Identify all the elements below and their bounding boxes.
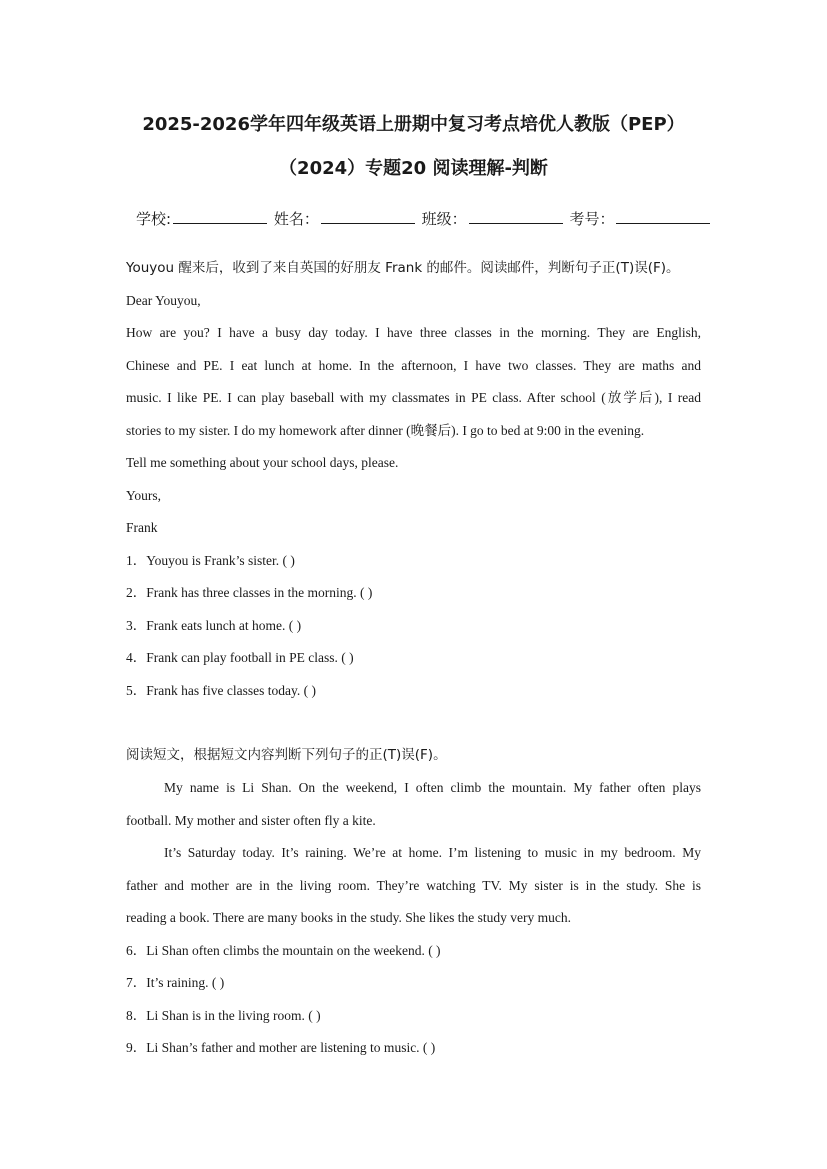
letter-closing: Yours, <box>126 488 162 503</box>
letter-body-line: stories to my sister. I do my homework after dinner (晚餐后). I go to bed at 9:00 in the evening. <box>126 423 645 438</box>
passage2-paragraph-line: It’s Saturday today. It’s raining. We’re at home. I’m listening to music in my bedroom. My <box>164 845 701 860</box>
exam-number-label: 考号： <box>569 210 615 228</box>
class-blank[interactable] <box>469 209 563 224</box>
worksheet-title-line2: （2024）专题20 阅读理解-判断 <box>279 158 548 179</box>
school-blank[interactable] <box>173 209 267 224</box>
passage2-paragraph-line: My name is Li Shan. On the weekend, I often climb the mountain. My father often plays <box>164 780 701 795</box>
exam-number-blank[interactable] <box>616 209 710 224</box>
passage1-instruction: Youyou 醒来后，收到了来自英国的好朋友 Frank 的邮件。阅读邮件，判断句子正(T)误(F)。 <box>126 260 680 276</box>
letter-body-line: Tell me something about your school days, please. <box>126 455 399 470</box>
letter-greeting: Dear Youyou, <box>126 293 201 308</box>
class-label: 班级： <box>421 210 467 228</box>
question-8: 8．Li Shan is in the living room. ( ) <box>126 1008 321 1023</box>
passage2-instruction: 阅读短文，根据短文内容判断下列句子的正(T)误(F)。 <box>126 747 447 763</box>
name-blank[interactable] <box>321 209 415 224</box>
question-5: 5．Frank has five classes today. ( ) <box>126 683 316 698</box>
question-7: 7．It’s raining. ( ) <box>126 975 225 990</box>
worksheet-title-line1: 2025-2026学年四年级英语上册期中复习考点培优人教版（PEP） <box>142 114 685 135</box>
passage2-paragraph-line: reading a book. There are many books in the study. She likes the study very much. <box>126 910 572 925</box>
school-label: 学校: <box>136 210 172 228</box>
letter-body-line: How are you? I have a busy day today. I have three classes in the morning. They are English, <box>126 325 701 340</box>
question-4: 4．Frank can play football in PE class. ( ) <box>126 650 354 665</box>
question-2: 2．Frank has three classes in the morning. ( ) <box>126 585 373 600</box>
letter-body-line: Chinese and PE. I eat lunch at home. In the afternoon, I have two classes. They are maths and <box>126 358 701 373</box>
question-3: 3．Frank eats lunch at home. ( ) <box>126 618 302 633</box>
question-1: 1．Youyou is Frank’s sister. ( ) <box>126 553 295 568</box>
question-9: 9．Li Shan’s father and mother are listening to music. ( ) <box>126 1040 436 1055</box>
letter-body-line: music. I like PE. I can play baseball with my classmates in PE class. After school (放学后), I read <box>126 390 701 405</box>
student-info-row <box>136 208 712 229</box>
passage2-paragraph-line: football. My mother and sister often fly a kite. <box>126 813 376 828</box>
name-label: 姓名： <box>273 210 319 228</box>
question-6: 6．Li Shan often climbs the mountain on the weekend. ( ) <box>126 943 441 958</box>
passage2-paragraph-line: father and mother are in the living room. They’re watching TV. My sister is in the study. She is <box>126 878 701 893</box>
letter-signature: Frank <box>126 520 158 535</box>
